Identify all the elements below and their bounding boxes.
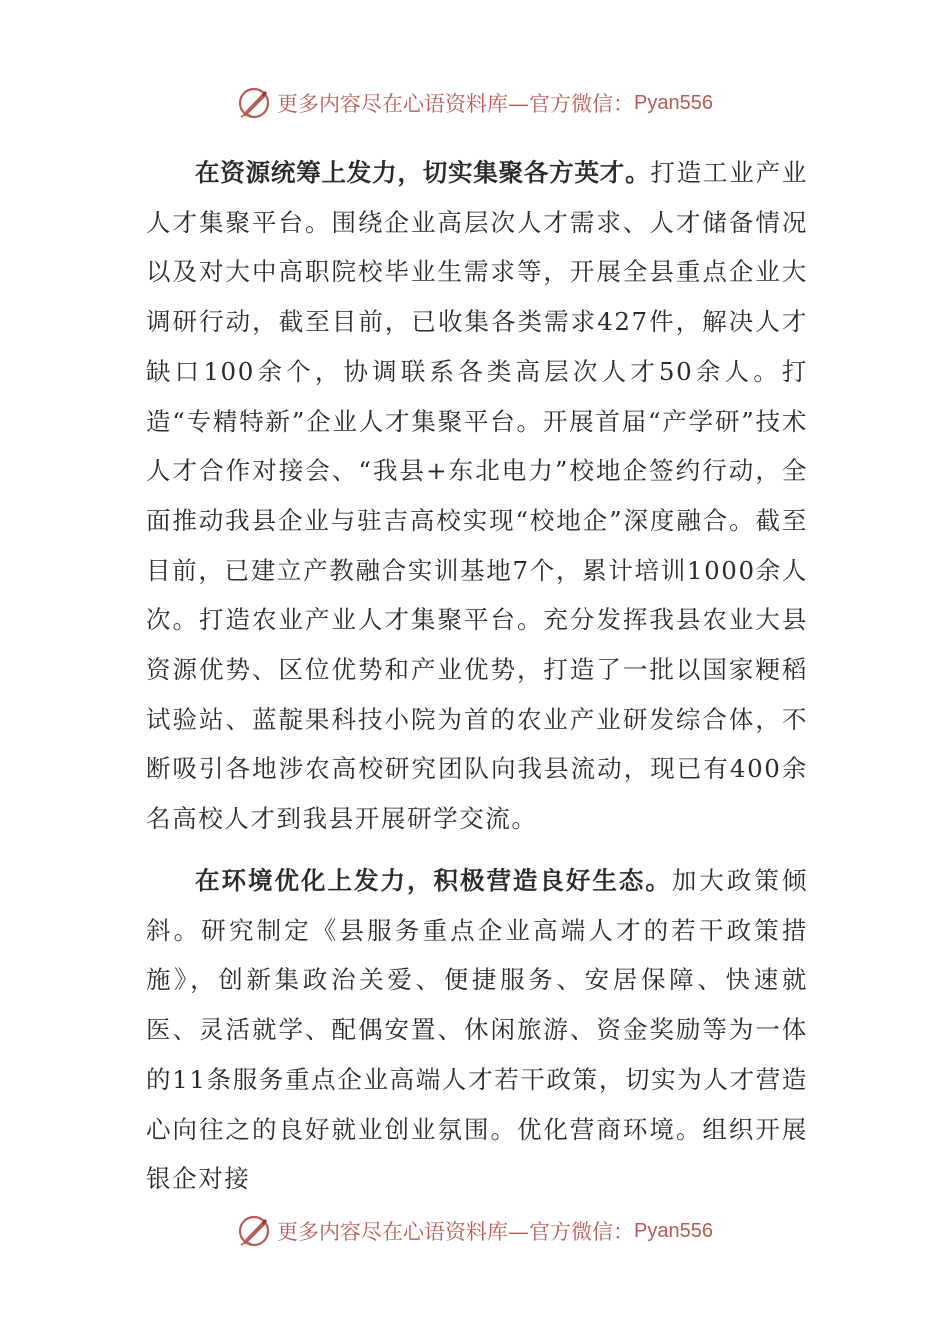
- paragraph-lead: 在资源统筹上发力，切实集聚各方英才。: [195, 158, 651, 187]
- pen-logo-icon: [237, 86, 271, 120]
- paragraph-environment: [146, 856, 808, 1204]
- header-banner-text: 更多内容尽在心语资料库—官方微信：: [277, 92, 635, 116]
- paragraph-text: 加大政策倾斜。研究制定《县服务重点企业高端人才的若干政策措施》，创新集政治关爱、便捷服务、安居保障、快速就医、灵活就学、配偶安置、休闲旅游、资金奖励等为一体的11条服务重点企业高端人才若干政策，切实为人才营造心向往之的良好就业创业氛围。优化营商环境。组织开展银企对接: [146, 866, 808, 1194]
- paragraph-lead: 在环境优化上发力，积极营造良好生态。: [195, 866, 672, 895]
- footer-banner-wechat: Pyan556: [634, 1219, 713, 1242]
- footer-banner-text: 更多内容尽在心语资料库—官方微信：: [277, 1220, 635, 1244]
- header-banner-wechat: Pyan556: [634, 91, 713, 114]
- footer-banner: [0, 1211, 950, 1251]
- paragraph-resource: [146, 148, 808, 844]
- header-banner: [0, 83, 950, 123]
- paragraph-text: 打造工业产业人才集聚平台。围绕企业高层次人才需求、人才储备情况以及对大中高职院校毕业生需求等，开展全县重点企业大调研行动，截至目前，已收集各类需求427件，解决人才缺口100余个，协调联系各类高层次人才50余人。打造“专精特新”企业人才集聚平台。开展首届“产学研”技术人才合作对接会、“我县+东北电力”校地企签约行动，全面推动我县企业与驻吉高校实现“校地企”深度融合。截至目前，已建立产教融合实训基地7个，累计培训1000余人次。打造农业产业人才集聚平台。充分发挥我县农业大县资源优势、区位优势和产业优势，打造了一批以国家粳稻试验站、蓝靛果科技小院为首的农业产业研发综合体，不断吸引各地涉农高校研究团队向我县流动，现已有400余名高校人才到我县开展研学交流。: [146, 158, 808, 834]
- pen-logo-icon: [237, 1214, 271, 1248]
